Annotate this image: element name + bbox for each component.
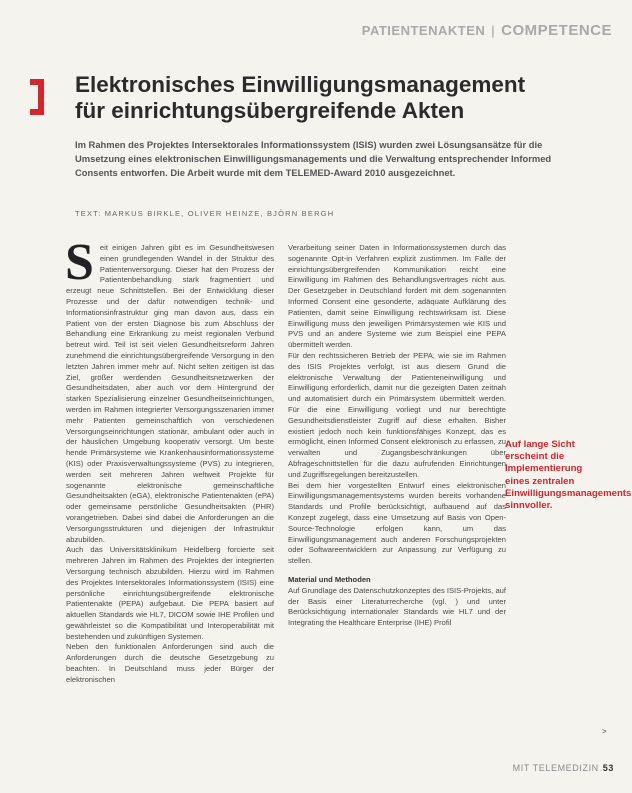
author-line: TEXT: MARKUS BIRKLE, OLIVER HEINZE, BJÖRN BERGH — [75, 209, 335, 218]
title-line-1: Elektronisches Einwilligungsmanagement — [75, 72, 526, 97]
paragraph: Für den rechtssicheren Betrieb der PEPA, wie sie im Rahmen des ISIS Projektes verfolgt, ist aus diesem Grund die elektronische Verwaltung der Patienteneinwilligung und Einwilligung erforderlich, damit nur die gezeigten Daten zeitnah und automatisiert durch ein Primärsystem übermittelt werden. Für die eine Einwilligung vorliegt und nur berechtigte Gesundheitsdienstleister Zugriff auf diese erhalten. Bisher existiert jedoch noch kein funktionsfähiges Konzept, das es ermöglicht, einen Informed Consent elektronisch zu erfassen, zu verwalten und Zugangsbeschränkungen über Abfrageschnittstellen für die dazu aufrufenden Einrichtungen und Zugriffsregelungen bereitzustellen. — [288, 350, 506, 479]
continue-arrow-icon: > — [602, 727, 607, 736]
drop-cap: S — [65, 234, 94, 291]
section-label: PATIENTENAKTEN — [361, 23, 486, 38]
paragraph-text: eit einigen Jahren gibt es im Gesundheitswesen einen grundlegenden Wandel in der Struktur des Patientenversorgung. Dieser hat den Prozess der Patientenbehandlung stark fragmentiert und erzeugt neue Schnittstellen. Bei der Entwicklung dieser Prozesse und der dafür notwendigen technik- und Informationsinfrastruktur ging man davon aus, dass ein Patient von der ersten Diagnose bis zum Abschluss der Behandlung eine Erkrankung zu meist regionalen Verbund betreut wird. Teil ist seit vielen Gesundheitsreform Jahren zunehmend die einrichtungsübergreifende Versorgung in den letzten Jahren immer mehr auf. Nicht selten zeitigen ist das Ziel, größer werdenden Gesundheitsnetzwerken der Gesundheitsdaten, aber auch vor dem Hintergrund der starken Spezialisierung einzelner Gesundheitseinrichtungen, werden im Rahmen integrierter Versorgungsszenarien immer mehr Patienten gemeinschaftlich von verschiedenen Versorgungseinrichtungen stationär, ambulant oder auch in der häuslichen Umgebung kooperativ versorgt. Um beste hende Primärsysteme wie Krankenhausinformationssysteme (KIS) oder Praxisverwaltungssysteme (PVS) zu integrieren, werden seit mehreren Jahren weltweit Projekte für sogenannte elektronische gemeinschaftliche Gesundheitsakten (eGA), elektronische Patientenakten (ePA) oder gemeinsame persönliche Gesundheitsakten (PHR) vorangetrieben. Dabei sind dabei die Anforderungen an die Versorgungsstrukturen und diejenigen der Infrastruktur abzubilden. — [66, 243, 274, 544]
page-number: 53 — [602, 763, 614, 773]
paragraph — [65, 234, 274, 545]
article-lead: Im Rahmen des Projektes Intersektorales Informationssystem (ISIS) wurden zwei Lösungsansätze für die Umsetzung eines elektronischen Einwilligungsmanagements und die Verwaltung entsprechender Informed Consents entworfen. Die Arbeit wurde mit dem TELEMED-Award 2010 ausgezeichnet. — [75, 139, 552, 179]
article-title — [75, 72, 615, 124]
page-header — [362, 22, 612, 39]
red-bracket-icon — [30, 79, 44, 115]
title-line-2: für einrichtungsübergreifende Akten — [75, 98, 465, 123]
page-footer — [513, 763, 614, 773]
magazine-name: MIT TELEMEDIZIN — [512, 763, 599, 773]
text-column-2 — [288, 243, 506, 629]
paragraph: Verarbeitung seiner Daten in Informationssystemen durch das sogenannte Opt-in Verfahren explizit zustimmen. Im Falle der einrichtungsübergreifenden Kommunikation reicht eine Einwilligung im Rahmen des Behandlungsvertrages nicht aus. Der Gesetzgeber in Deutschland fordert mit dem sogenannten Informed Consent eine gesonderte, adäquate Aufklärung des Patienten, damit seine Einwilligung rechtswirksam ist. Diese Einwilligung muss den jeweiligen Primärsystemen wie KIS und PVS und an andere Systeme wie zum Beispiel eine PEPA übermittelt werden. — [288, 243, 506, 350]
pull-quote: Auf lange Sicht erscheint die Implementierung eines zentralen Einwilligungsmanagements sinnvoller. — [505, 439, 632, 512]
text-column-1 — [65, 234, 274, 686]
paragraph: Auch das Universitätsklinikum Heidelberg forcierte seit mehreren Jahren im Rahmen des Projektes der integrierten Versorgung technisch abzubilden. Hierzu wird im Rahmen des Projektes Intersektorales Informationssystem (ISIS) eine persönliche einrichtungsübergreifende elektronische Patientenakte (PEPA) aufgebaut. Die PEPA basiert auf aktuellen Standards wie HL7, DICOM sowie IHE Profilen und gewährleistet so die Kompatibilität und Interoperabilität mit bestehenden und zukünftigen Systemen. — [66, 545, 274, 641]
header-separator: | — [491, 23, 496, 38]
paragraph: Bei dem hier vorgestellten Entwurf eines elektronischen Einwilligungsmanagementsystems wurden bereits vorhandene Standards und Profile berücksichtigt, aufbauend auf das Konzept zugelegt, dass eine Umsetzung auf Basis von Open-Source-Technologie erfolgen kann, um das Einwilligungsmanagement auch anderen Forschungsprojekten oder Softwareentwicklern zur Anpassung zur Verfügung zu stellen. — [288, 480, 506, 566]
paragraph: Auf Grundlage des Datenschutzkonzeptes des ISIS-Projekts, auf der Basis einer Literaturrecherche (vgl. ) und unter Berücksichtigung internationaler Standards wie HL7 und der Integrating the Healthcare Enterprise (IHE) Profil — [288, 585, 506, 628]
section-subheading: Material und Methoden — [288, 574, 371, 584]
category-label: COMPETENCE — [501, 22, 612, 39]
paragraph: Neben den funktionalen Anforderungen sind auch die Anforderungen durch die deutsche Gesetzgebung zu beachten. In Deutschland muss jeder Bürger der elektronischen — [66, 642, 274, 684]
